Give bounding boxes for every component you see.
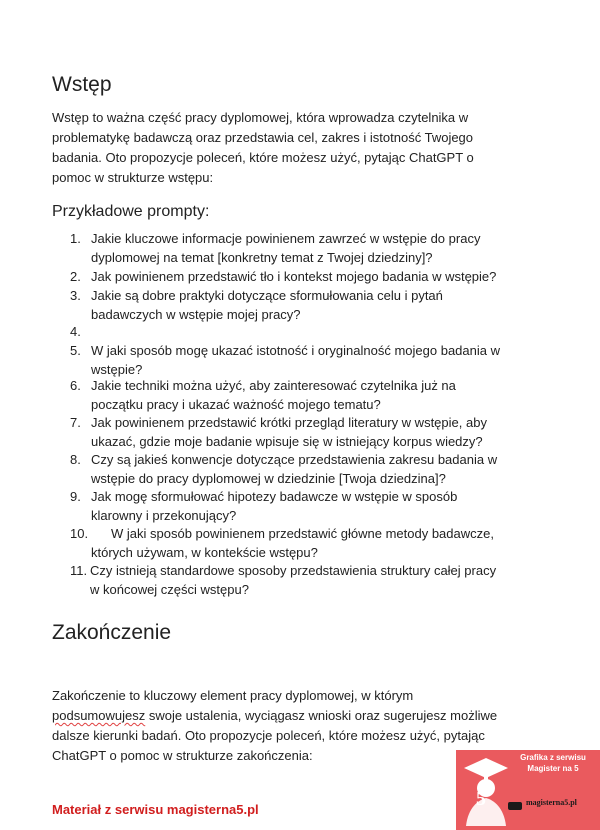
list-item-text: Czy są jakieś konwencje dotyczące przedstawienia zakresu badania w (91, 452, 498, 467)
list-item-text: W jaki sposób mogę ukazać istotność i oryginalność mojego badania w (91, 343, 500, 358)
conclusion-title: Zakończenie (52, 621, 172, 644)
intro-title: Wstęp (52, 73, 112, 96)
list-item-text: klarowny i przekonujący? (91, 508, 237, 523)
list-item-number: 4. (70, 324, 81, 339)
list-item-text: wstępie? (91, 362, 143, 377)
intro-line: badania. Oto propozycje poleceń, które możesz użyć, pytając ChatGPT o (52, 150, 474, 165)
list-item-text: Czy istnieją standardowe sposoby przedstawienia struktury całej pracy (90, 563, 497, 578)
list-item-text: W jaki sposób powinienem przedstawić główne metody badawcze, (111, 526, 494, 541)
list-item-number: 11. (70, 563, 88, 578)
list-item-text: Jakie kluczowe informacje powinienem zawrzeć w wstępie do pracy (91, 231, 481, 246)
list-item-number: 3. (70, 288, 81, 303)
intro-line: pomoc w strukturze wstępu: (52, 170, 214, 185)
conclusion-line: Zakończenie to kluczowy element pracy dyplomowej, w którym (52, 688, 414, 703)
list-item-number: 1. (70, 231, 81, 246)
list-item-text: początku pracy i ukazać ważność mojego tematu? (91, 397, 381, 412)
list-item-text: w końcowej części wstępu? (90, 582, 249, 597)
list-item-text: Jak powinienem przedstawić krótki przegląd literatury w wstępie, aby (91, 415, 487, 430)
list-item-number: 10. (70, 526, 89, 541)
badge-digit: 5 (476, 788, 486, 810)
list-item-text: badawczych w wstępie mojej pracy? (91, 307, 301, 322)
list-item-text: ukazać, gdzie moje badanie wpisuje się w istniejący korpus wiedzy? (91, 434, 483, 449)
badge-title-line: Magister na 5 (527, 764, 579, 773)
intro-paragraph (52, 108, 542, 188)
conclusion-line: ChatGPT o pomoc w strukturze zakończenia: (52, 748, 313, 763)
material-source-note: Materiał z serwisu magisterna5.pl (52, 802, 259, 817)
conclusion-line-rest: swoje ustalenia, wyciągasz wnioski oraz sugerujesz możliwe (145, 708, 498, 723)
list-item-number: 7. (70, 415, 81, 430)
list-item-text: Jakie techniki można użyć, aby zainteresować czytelnika już na (91, 378, 456, 393)
list-item-text: dyplomowej na temat [konkretny temat z Twojej dziedziny]? (91, 250, 433, 265)
list-item-text: których używam, w kontekście wstępu? (91, 545, 318, 560)
list-item-text: Jakie są dobre praktyki dotyczące sformułowania celu i pytań (91, 288, 443, 303)
magisterna5-badge (456, 750, 600, 830)
list-item-text: Jak mogę sformułować hipotezy badawcze w wstępie w sposób (91, 489, 458, 504)
list-item-number: 6. (70, 378, 81, 393)
list-item-number: 8. (70, 452, 81, 467)
list-item-number: 2. (70, 269, 81, 284)
list-item-number: 5. (70, 343, 81, 358)
list-item-text: wstępie do pracy dyplomowej w dziedzinie [Twoja dziedzina]? (91, 471, 446, 486)
badge-title-line: Grafika z serwisu (520, 753, 586, 762)
prompts-heading: Przykładowe prompty: (52, 203, 210, 220)
intro-line: problematykę badawczą oraz przedstawia cel, zakres i istotność Twojego (52, 130, 474, 145)
spellcheck-underlined-word: podsumowujesz (52, 708, 146, 723)
conclusion-line: dalsze kierunki badań. Oto propozycje poleceń, które możesz użyć, pytając (52, 728, 485, 743)
intro-line: Wstęp to ważna część pracy dyplomowej, która wprowadza czytelnika w (52, 110, 469, 125)
list-item-number: 9. (70, 489, 81, 504)
badge-site: magisterna5.pl (526, 798, 577, 807)
badge-title (508, 752, 598, 774)
list-item-text: Jak powinienem przedstawić tło i kontekst mojego badania w wstępie? (91, 269, 497, 284)
conclusion-line (52, 706, 542, 726)
